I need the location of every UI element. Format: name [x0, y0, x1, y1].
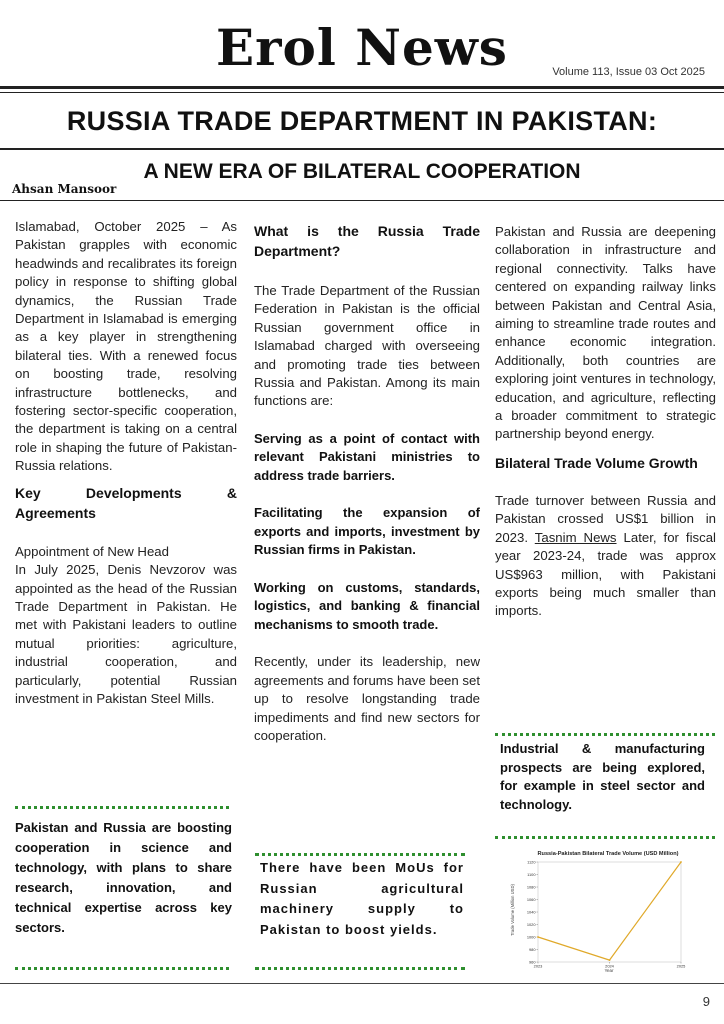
- masthead-title: Erol News: [216, 18, 508, 77]
- y-tick-label: 1060: [526, 896, 536, 902]
- subheadline: A NEW ERA OF BILATERAL COOPERATION: [143, 160, 581, 183]
- author-byline: Ahsan Mansoor: [12, 182, 117, 196]
- chart-y-axis-label: Trade Volume (Million USD): [510, 884, 515, 936]
- infrastructure-paragraph: Pakistan and Russia are deepening collaboration in infrastructure and regional connectivity. Talks have centered on expanding railway links between Pakistan and Central Asia, aiming to streamline trade routes and enhance economic integration. Additionally, both countries are exploring joint ventures in technology, education, and agriculture, reflecting a broader commitment to strategic partnership beyond energy.: [495, 224, 716, 442]
- callout-1-bottom-rule: [15, 967, 229, 970]
- trade-turnover-text: Trade turnover between Russia and Pakistan crossed US$1 billion in 2023.: [495, 492, 716, 545]
- headline: RUSSIA TRADE DEPARTMENT IN PAKISTAN:: [66, 106, 658, 136]
- column-1: [15, 218, 237, 708]
- callout-science-tech: Pakistan and Russia are boosting cooperation in science and technology, with plans to share research, innovation, and technical expertise across key sectors.: [15, 820, 232, 935]
- y-tick-label: 960: [529, 959, 536, 965]
- column-3: [495, 223, 716, 621]
- fiscal-year-text: Later, for fiscal year 2023-24, trade was approx US$963 million, with Pakistani exports being much smaller than imports.: [495, 529, 716, 619]
- byline-rule: [0, 200, 724, 201]
- trade-volume-chart: [505, 848, 705, 973]
- issue-info: Volume 113, Issue 03 Oct 2025: [552, 66, 705, 78]
- trade-volume-point: [609, 959, 611, 961]
- y-tick-label: 1020: [526, 921, 536, 927]
- y-tick-label: 1100: [527, 871, 536, 877]
- intro-paragraph: Islamabad, October 2025 – As Pakistan grapples with economic headwinds and recalibrates its foreign policy in response to shifting global dynamics, the Russian Trade Department in Islamabad is emerging as a key player in strengthening bilateral ties. With a renewed focus on boosting trade, resolving infrastructure bottlenecks, and fostering sector-specific cooperation, the department is taking on a central role in shaping the future of Pakistan-Russia relations.: [15, 219, 237, 474]
- chart-x-axis-label: Year: [604, 968, 614, 973]
- top-rule-thick: [0, 86, 724, 89]
- function-item-3: Working on customs, standards, logistics, and banking & financial mechanisms to smooth trade.: [254, 579, 480, 632]
- appointment-subheading: Appointment of New Head: [15, 543, 169, 559]
- tasnim-news-link[interactable]: Tasnim News: [534, 529, 617, 545]
- trade-volume-series-line: [538, 862, 681, 960]
- y-tick-label: 980: [529, 946, 536, 952]
- chart-plot-frame: [538, 862, 681, 962]
- what-is-paragraph: The Trade Department of the Russian Federation in Pakistan is the official Russian government office in Islamabad charged with overseeing and promoting trade ties between Russia and Pakistan. Among its main functions are:: [254, 283, 480, 409]
- callout-2-bottom-rule: [255, 967, 465, 970]
- trade-volume-heading: Bilateral Trade Volume Growth: [495, 454, 698, 471]
- y-tick-label: 1120: [527, 859, 536, 865]
- page-number: 9: [702, 994, 710, 1009]
- y-tick-label: 1080: [526, 884, 536, 890]
- what-is-heading: What is the Russia Trade Department?: [254, 223, 480, 259]
- trade-volume-point: [680, 861, 682, 863]
- callout-3-bottom-rule: [495, 836, 715, 839]
- column-2: [254, 221, 480, 745]
- callout-2-top-rule: [255, 853, 465, 856]
- top-rule-thin: [0, 92, 724, 93]
- callout-agri-machinery: There have been MoUs for Russian agricultural machinery supply to Pakistan to boost yields.: [260, 860, 464, 937]
- footer-rule: [0, 983, 724, 984]
- trade-volume-point: [537, 936, 539, 938]
- function-item-2: Facilitating the expansion of exports and imports, investment by Russian firms in Pakistan.: [254, 505, 480, 558]
- x-tick-label: 2024: [605, 963, 614, 969]
- key-developments-heading: Key Developments & Agreements: [15, 484, 237, 521]
- y-tick-label: 1000: [526, 934, 536, 940]
- x-tick-label: 2025: [676, 963, 686, 969]
- appointment-paragraph: In July 2025, Denis Nevzorov was appointed as the head of the Russian Trade Department in Pakistan. He met with Pakistani leaders to outline mutual priorities: agriculture, industrial cooperation, and particularly, potential Russian investment in Pakistan Steel Mills.: [15, 562, 237, 706]
- recent-paragraph: Recently, under its leadership, new agreements and forums have been set up to resolve longstanding trade impediments and find new sectors for cooperation.: [254, 654, 480, 743]
- callout-1-top-rule: [15, 806, 229, 809]
- x-tick-label: 2023: [533, 963, 543, 969]
- y-tick-label: 1040: [526, 909, 536, 915]
- callout-industrial: Industrial & manufacturing prospects are being explored, for example in steel sector and technology.: [500, 741, 705, 812]
- callout-3-top-rule: [495, 733, 715, 736]
- chart-title: Russia-Pakistan Bilateral Trade Volume (USD Million): [537, 851, 679, 857]
- function-item-1: Serving as a point of contact with relevant Pakistani ministries to address trade barriers.: [254, 430, 480, 483]
- headline-rule: [0, 148, 724, 150]
